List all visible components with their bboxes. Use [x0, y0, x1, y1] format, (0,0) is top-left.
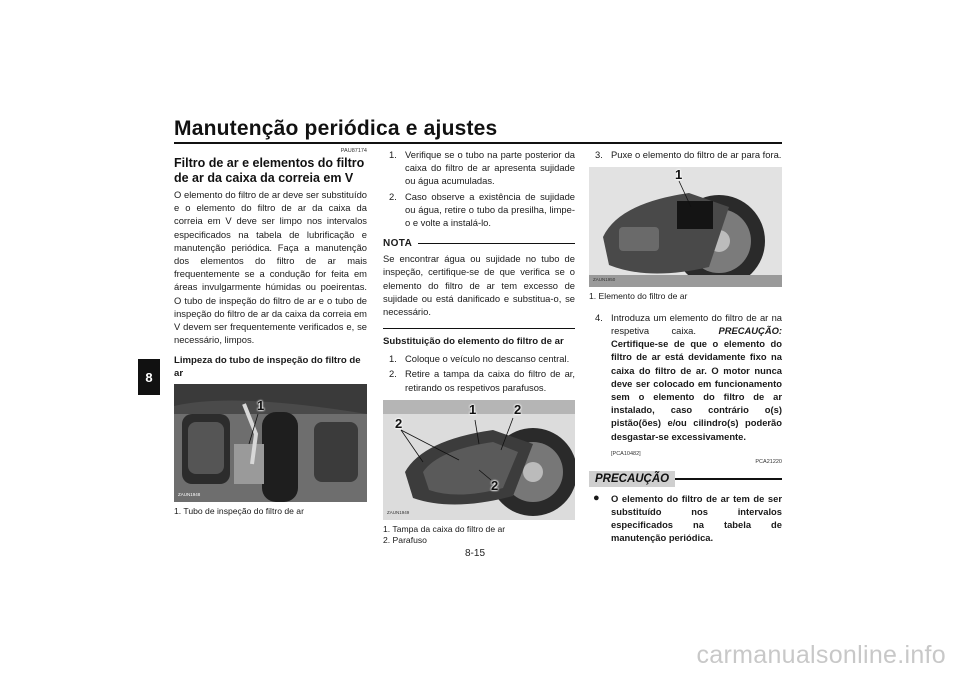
intro-paragraph: O elemento do filtro de ar deve ser substituído e o elemento do filtro de ar da caixa da correia em V deve ser limpo nos intervalos especificados na tabela de lubrificação e manutenção periódica. Faça a manutenção dos elementos do filtro de ar mais frequentemente se a condução for feita em áreas invulgarmente húmidas ou poeirentas. O tubo de inspeção do filtro de ar e o tubo de inspeção do filtro de ar da caixa da correia em V devem ser frequentemente verificados e, se necessário, limpos. — [174, 189, 367, 346]
step-text: Puxe o elemento do filtro de ar para fora. — [611, 149, 782, 160]
figure-air-filter-element-drawing — [589, 167, 782, 287]
figure-callout-2: 2 — [491, 477, 499, 493]
figure-code: ZAUN1950 — [593, 277, 616, 283]
figure-air-filter-cover — [383, 400, 575, 520]
page-title: Manutenção periódica e ajustes — [174, 117, 498, 140]
subsection-title-replacement: Substituição do elemento do filtro de ar — [383, 336, 564, 348]
column-2 — [383, 148, 575, 547]
steps-list-b — [383, 352, 575, 394]
figure-air-filter-cover-drawing — [383, 400, 575, 520]
section-title: Filtro de ar e elementos do filtro de ar da caixa da correia em V — [174, 156, 365, 185]
nota-text: Se encontrar água ou sujidade no tubo de inspeção, certifique-se de que verifica se o elemento do filtro de ar tem excesso de sujidade ou está danificado e substitua-o, se necessário. — [383, 253, 575, 318]
step-item — [383, 367, 575, 393]
step-text-main: Introduza um elemento do filtro de ar na respetiva caixa. — [611, 311, 782, 336]
watermark: carmanualsonline.info — [696, 641, 946, 669]
column-1 — [174, 148, 367, 518]
precaucao-label: PRECAUÇÃO — [589, 471, 675, 487]
precaucao-box — [589, 471, 782, 545]
step-number: 4. — [595, 311, 603, 323]
figure-code: ZAUN1949 — [387, 509, 410, 515]
figure-callout-1: 1 — [257, 398, 265, 414]
step-text: Coloque o veículo no descanso central. — [405, 353, 570, 365]
step-text: Verifique se o tubo na parte posterior da caixa do filtro de ar apresenta sujidade ou água acumuladas. — [405, 149, 575, 187]
step-item — [383, 190, 575, 230]
step-item — [383, 148, 575, 188]
step-number: 1. — [389, 149, 397, 160]
figure-inspection-tube — [174, 384, 367, 502]
steps-list-a — [383, 148, 575, 229]
chapter-tab: 8 — [138, 359, 160, 395]
column-3 — [589, 148, 782, 545]
step-number: 1. — [389, 353, 397, 365]
title-rule — [174, 142, 782, 144]
nota-end-rule — [383, 328, 575, 329]
reference-code: [PCA10482] — [611, 450, 641, 457]
nota-header — [383, 238, 575, 249]
figure-air-filter-element — [589, 167, 782, 287]
nota-rule — [418, 243, 575, 244]
section-code: PAU87174 — [340, 148, 367, 154]
figure-callout-1: 1 — [469, 401, 477, 417]
precaucao-bullet — [589, 492, 782, 545]
precaucao-code: PCA21220 — [755, 458, 782, 465]
precaucao-rule — [675, 478, 782, 480]
precaucao-header — [589, 471, 782, 487]
steps-list-d — [589, 311, 782, 443]
figure-inspection-tube-drawing — [174, 384, 367, 502]
step-item — [383, 352, 575, 365]
step-number: 2. — [389, 368, 397, 380]
precaucao-bullet-text: O elemento do filtro de ar tem de ser substituído nos intervalos especificados na tabela de manutenção periódica. — [611, 492, 782, 544]
precaucao-inline-label: PRECAUÇÃO: — [718, 324, 783, 336]
page-number: 8-15 — [465, 548, 486, 559]
nota-label: NOTA — [383, 238, 413, 250]
step-text: Retire a tampa da caixa do filtro de ar, retirando os respetivos parafusos. — [405, 368, 575, 393]
step-number: 3. — [595, 149, 603, 160]
bullet-icon: ● — [593, 491, 600, 504]
figure-callout-2: 2 — [395, 415, 403, 431]
step-number: 2. — [389, 190, 397, 202]
steps-list-c — [589, 148, 782, 161]
figure-code: ZAUN1948 — [178, 492, 201, 498]
figure-caption: 1. Tubo de inspeção do filtro de ar — [174, 506, 304, 517]
figure-callout-1: 1 — [675, 167, 683, 183]
figure-callout-2: 2 — [514, 401, 522, 417]
subsection-title-cleaning: Limpeza do tubo de inspeção do filtro de ar — [174, 355, 361, 380]
step-text — [611, 311, 782, 443]
step-text: Caso observe a existência de sujidade ou água, retire o tubo da presilha, limpe-o e volte a instalá-lo. — [405, 190, 575, 229]
figure-caption-2: 2. Parafuso — [383, 535, 427, 546]
figure-caption-1: 1. Tampa da caixa do filtro de ar — [383, 523, 506, 534]
step-item — [589, 311, 782, 443]
step-item — [589, 148, 782, 161]
figure-caption: 1. Elemento do filtro de ar — [589, 291, 688, 302]
precaucao-inline-warning: Certifique-se de que o elemento do filtro de ar está devidamente fixo na caixa do filtro de ar. O motor nunca deve ser colocado em funcionamento sem o elemento do filtro de ar instalado, caso contrário o(s) pistão(ões) e/ou cilindro(s) poderão desgastar-se excessivamente. — [611, 338, 782, 442]
